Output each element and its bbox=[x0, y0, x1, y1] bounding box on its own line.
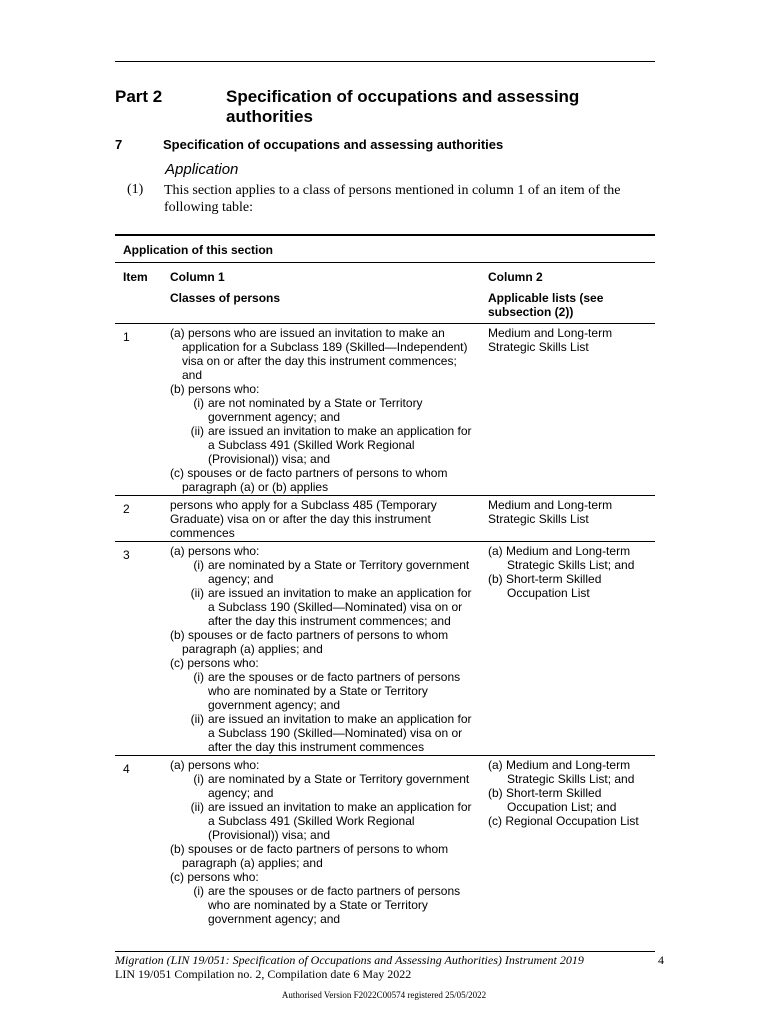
page-number: 4 bbox=[658, 953, 664, 967]
list-item: (c) persons who: bbox=[170, 870, 259, 884]
list-item: (b) spouses or de facto partners of persons to whom paragraph (a) applies; and bbox=[170, 842, 449, 870]
row-item-number: 1 bbox=[123, 330, 130, 344]
list-item: (a) persons who are issued an invitation to make an application for a Subclass 189 (Skilled—Independent) visa on or after the day this instrument commences; and bbox=[170, 326, 468, 382]
row-classes bbox=[170, 756, 480, 927]
list-item: (b) Short-term Skilled Occupation List; and bbox=[488, 786, 617, 814]
row-classes bbox=[170, 324, 480, 495]
list-subitem: (i) are not nominated by a State or Territory government agency; and bbox=[193, 396, 423, 424]
list-subitem: (i) are nominated by a State or Territory government agency; and bbox=[193, 558, 470, 586]
header-column-1 bbox=[170, 270, 470, 305]
list-subitem: (i) are the spouses or de facto partners of persons who are nominated by a State or Territory government agency; and bbox=[193, 670, 461, 712]
part-number: Part 2 bbox=[115, 87, 163, 106]
part-title: Specification of occupations and assessing authorities bbox=[226, 87, 580, 126]
header-column-2 bbox=[488, 270, 648, 319]
row-item-number: 2 bbox=[123, 502, 130, 516]
list-item: (c) Regional Occupation List bbox=[488, 814, 639, 828]
row-lists bbox=[488, 498, 653, 526]
list-subitem: (ii) are issued an invitation to make an application for a Subclass 190 (Skilled—Nominated) visa on or after the day this instrument commences; and bbox=[190, 586, 472, 628]
list-item: (a) persons who: bbox=[170, 758, 260, 772]
table-row bbox=[115, 496, 655, 542]
header-column-2-label: Column 2 bbox=[488, 270, 543, 284]
list-item: (c) spouses or de facto partners of persons to whom paragraph (a) or (b) applies bbox=[170, 466, 448, 494]
list-text: Medium and Long-term Strategic Skills List bbox=[488, 326, 613, 354]
table-caption: Application of this section bbox=[115, 236, 655, 263]
table-row bbox=[115, 756, 655, 927]
table-row bbox=[115, 324, 655, 496]
list-item: (a) Medium and Long-term Strategic Skills List; and bbox=[488, 758, 635, 786]
list-text: Medium and Long-term Strategic Skills List bbox=[488, 498, 613, 526]
list-subitem: (ii) are issued an invitation to make an application for a Subclass 491 (Skilled Work Regional (Provisional)) visa; and bbox=[190, 424, 472, 466]
row-classes bbox=[170, 496, 480, 541]
table-row bbox=[115, 542, 655, 756]
section-number: 7 bbox=[115, 137, 123, 152]
list-item: (c) persons who: bbox=[170, 656, 259, 670]
row-item-number: 3 bbox=[123, 548, 130, 562]
paragraph-text: This section applies to a class of persons mentioned in column 1 of an item of the following table: bbox=[164, 183, 621, 215]
section-title: Specification of occupations and assessing authorities bbox=[163, 137, 504, 152]
row-lists bbox=[488, 758, 653, 828]
header-column-1-sub: Classes of persons bbox=[170, 291, 281, 305]
list-item: (b) Short-term Skilled Occupation List bbox=[488, 572, 602, 600]
application-table bbox=[115, 234, 655, 927]
row-lists bbox=[488, 544, 653, 600]
subheading: Application bbox=[165, 161, 239, 178]
header-column-2-sub: Applicable lists (see subsection (2)) bbox=[488, 291, 604, 319]
paragraph-number: (1) bbox=[127, 182, 144, 197]
footer-rule bbox=[115, 951, 655, 952]
top-rule bbox=[115, 61, 655, 62]
footer-compilation: LIN 19/051 Compilation no. 2, Compilation date 6 May 2022 bbox=[115, 967, 412, 981]
list-subitem: (ii) are issued an invitation to make an application for a Subclass 190 (Skilled—Nominated) visa on or after the day this instrument commences bbox=[190, 712, 472, 754]
header-column-1-label: Column 1 bbox=[170, 270, 225, 284]
list-item: (a) persons who: bbox=[170, 544, 260, 558]
list-subitem: (i) are the spouses or de facto partners of persons who are nominated by a State or Territory government agency; and bbox=[193, 884, 461, 926]
list-text: persons who apply for a Subclass 485 (Temporary Graduate) visa on or after the day this instrument commences bbox=[170, 498, 437, 540]
authorised-version: Authorised Version F2022C00574 registered 25/05/2022 bbox=[281, 990, 487, 1000]
list-item: (a) Medium and Long-term Strategic Skills List; and bbox=[488, 544, 635, 572]
list-subitem: (i) are nominated by a State or Territory government agency; and bbox=[193, 772, 470, 800]
header-item: Item bbox=[123, 270, 148, 284]
list-subitem: (ii) are issued an invitation to make an application for a Subclass 491 (Skilled Work Regional (Provisional)) visa; and bbox=[190, 800, 472, 842]
list-item: (b) spouses or de facto partners of persons to whom paragraph (a) applies; and bbox=[170, 628, 449, 656]
table-header bbox=[115, 263, 655, 324]
footer-title: Migration (LIN 19/051: Specification of Occupations and Assessing Authorities) Instrument 2019 bbox=[115, 953, 584, 967]
list-item: (b) persons who: bbox=[170, 382, 260, 396]
row-item-number: 4 bbox=[123, 762, 130, 776]
row-lists bbox=[488, 326, 653, 354]
row-classes bbox=[170, 542, 480, 755]
